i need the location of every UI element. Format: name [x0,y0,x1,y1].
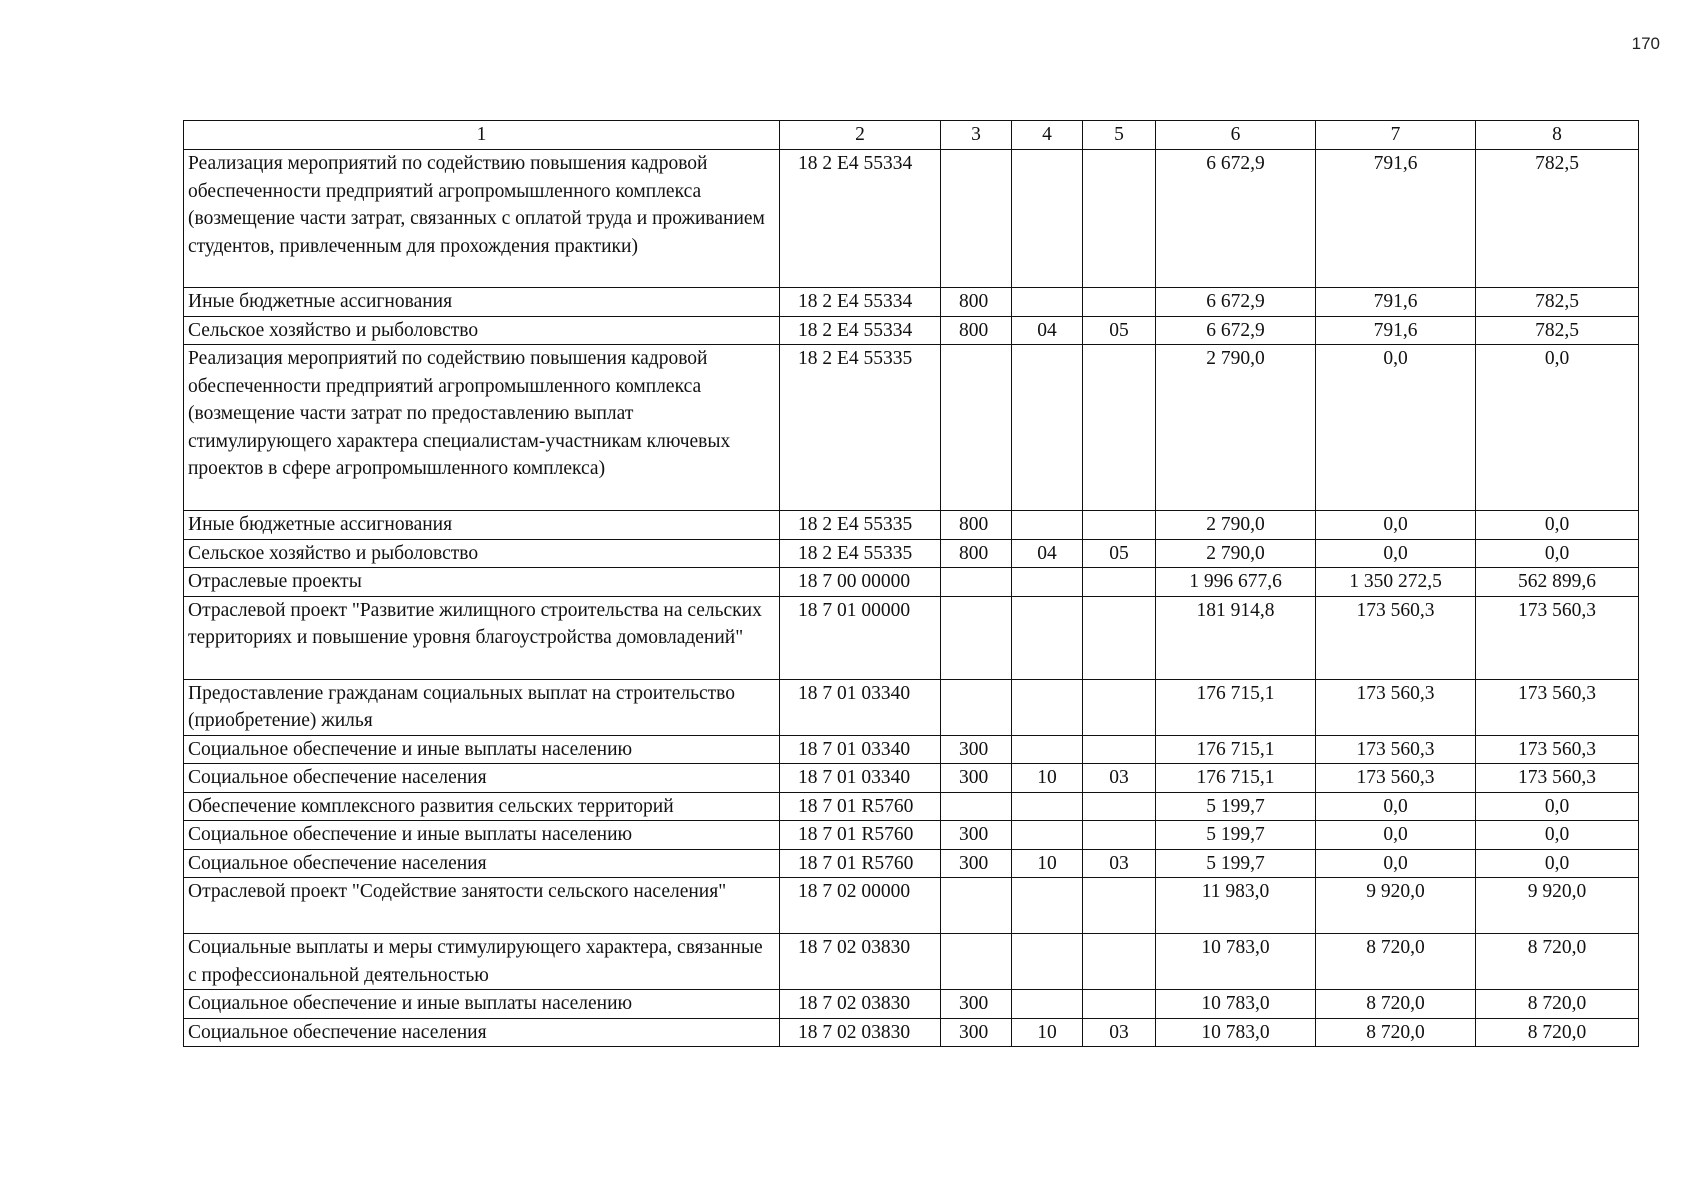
amount-col-7: 791,6 [1316,288,1476,317]
amount-col-6: 181 914,8 [1156,596,1316,679]
target-article-code: 18 7 02 03830 [780,990,941,1019]
amount-col-7: 173 560,3 [1316,596,1476,679]
row-name: Социальное обеспечение населения [184,764,780,793]
table-row [184,821,1639,850]
subsection-code [1083,735,1156,764]
amount-col-7: 0,0 [1316,511,1476,540]
expense-type-code [941,596,1012,679]
expense-type-code [941,679,1012,735]
row-name: Реализация мероприятий по содействию повышения кадровой обеспеченности предприятий агропромышленного комплекса (возмещение части затрат по предоставлению выплат стимулирующего характера специалистам-участникам ключевых проектов в сфере агропромышленного комплекса) [184,345,780,511]
header-row [184,121,1639,150]
row-name: Иные бюджетные ассигнования [184,288,780,317]
column-header: 3 [941,121,1012,150]
amount-col-6: 176 715,1 [1156,735,1316,764]
amount-col-8: 8 720,0 [1476,934,1639,990]
amount-col-7: 791,6 [1316,150,1476,288]
subsection-code [1083,878,1156,934]
expense-type-code: 300 [941,821,1012,850]
amount-col-7: 0,0 [1316,345,1476,511]
target-article-code: 18 7 02 03830 [780,1018,941,1047]
amount-col-7: 8 720,0 [1316,990,1476,1019]
table-row [184,288,1639,317]
expense-type-code [941,878,1012,934]
table-row [184,764,1639,793]
amount-col-6: 2 790,0 [1156,511,1316,540]
target-article-code: 18 2 E4 55335 [780,511,941,540]
table-row [184,1018,1639,1047]
amount-col-8: 9 920,0 [1476,878,1639,934]
amount-col-7: 8 720,0 [1316,934,1476,990]
table-row [184,878,1639,934]
subsection-code [1083,821,1156,850]
row-name: Реализация мероприятий по содействию повышения кадровой обеспеченности предприятий агропромышленного комплекса (возмещение части затрат, связанных с оплатой труда и проживанием студентов, привлеченным для прохождения практики) [184,150,780,288]
page-number: 170 [1631,34,1660,53]
table-row [184,934,1639,990]
table-row [184,849,1639,878]
amount-col-8: 0,0 [1476,345,1639,511]
expense-type-code [941,150,1012,288]
expense-type-code: 800 [941,539,1012,568]
target-article-code: 18 7 00 00000 [780,568,941,597]
row-name: Социальное обеспечение и иные выплаты населению [184,990,780,1019]
table-header [184,121,1639,150]
amount-col-6: 10 783,0 [1156,934,1316,990]
amount-col-7: 791,6 [1316,316,1476,345]
table-row [184,568,1639,597]
subsection-code [1083,568,1156,597]
row-name: Социальное обеспечение населения [184,1018,780,1047]
section-code: 10 [1012,1018,1083,1047]
row-name: Социальные выплаты и меры стимулирующего характера, связанные с профессиональной деятельностью [184,934,780,990]
section-code [1012,735,1083,764]
expense-type-code: 800 [941,511,1012,540]
amount-col-6: 10 783,0 [1156,1018,1316,1047]
expense-type-code [941,792,1012,821]
amount-col-8: 8 720,0 [1476,1018,1639,1047]
expense-type-code: 300 [941,990,1012,1019]
row-name: Предоставление гражданам социальных выплат на строительство (приобретение) жилья [184,679,780,735]
expense-type-code [941,345,1012,511]
amount-col-8: 8 720,0 [1476,990,1639,1019]
expense-type-code: 300 [941,849,1012,878]
expense-type-code: 300 [941,764,1012,793]
section-code: 04 [1012,316,1083,345]
target-article-code: 18 2 E4 55334 [780,288,941,317]
column-header: 8 [1476,121,1639,150]
target-article-code: 18 7 01 03340 [780,735,941,764]
table-row [184,735,1639,764]
amount-col-6: 5 199,7 [1156,849,1316,878]
subsection-code [1083,990,1156,1019]
amount-col-7: 173 560,3 [1316,679,1476,735]
row-name: Отраслевой проект "Развитие жилищного строительства на сельских территориях и повышение уровня благоустройства домовладений" [184,596,780,679]
amount-col-6: 1 996 677,6 [1156,568,1316,597]
amount-col-7: 0,0 [1316,792,1476,821]
column-header: 6 [1156,121,1316,150]
section-code [1012,150,1083,288]
table-row [184,539,1639,568]
table-row [184,792,1639,821]
section-code [1012,596,1083,679]
amount-col-6: 2 790,0 [1156,539,1316,568]
subsection-code [1083,345,1156,511]
table-body [184,150,1639,1047]
amount-col-8: 782,5 [1476,150,1639,288]
subsection-code [1083,511,1156,540]
amount-col-6: 176 715,1 [1156,764,1316,793]
section-code: 10 [1012,764,1083,793]
expense-type-code: 800 [941,316,1012,345]
target-article-code: 18 7 01 R5760 [780,849,941,878]
section-code: 04 [1012,539,1083,568]
table-row [184,150,1639,288]
section-code [1012,792,1083,821]
amount-col-8: 782,5 [1476,316,1639,345]
amount-col-6: 6 672,9 [1156,316,1316,345]
amount-col-7: 1 350 272,5 [1316,568,1476,597]
amount-col-8: 782,5 [1476,288,1639,317]
row-name: Иные бюджетные ассигнования [184,511,780,540]
amount-col-8: 173 560,3 [1476,596,1639,679]
target-article-code: 18 7 01 R5760 [780,821,941,850]
amount-col-6: 176 715,1 [1156,679,1316,735]
amount-col-8: 0,0 [1476,539,1639,568]
amount-col-8: 0,0 [1476,792,1639,821]
amount-col-8: 562 899,6 [1476,568,1639,597]
table-row [184,316,1639,345]
subsection-code: 03 [1083,764,1156,793]
target-article-code: 18 2 E4 55334 [780,316,941,345]
target-article-code: 18 7 01 03340 [780,679,941,735]
amount-col-6: 10 783,0 [1156,990,1316,1019]
column-header: 4 [1012,121,1083,150]
target-article-code: 18 2 E4 55335 [780,345,941,511]
amount-col-7: 0,0 [1316,539,1476,568]
column-header: 2 [780,121,941,150]
amount-col-6: 11 983,0 [1156,878,1316,934]
amount-col-8: 173 560,3 [1476,735,1639,764]
target-article-code: 18 2 E4 55335 [780,539,941,568]
row-name: Отраслевой проект "Содействие занятости сельского населения" [184,878,780,934]
amount-col-7: 173 560,3 [1316,764,1476,793]
target-article-code: 18 7 01 R5760 [780,792,941,821]
section-code: 10 [1012,849,1083,878]
subsection-code [1083,679,1156,735]
amount-col-6: 2 790,0 [1156,345,1316,511]
section-code [1012,990,1083,1019]
amount-col-6: 5 199,7 [1156,792,1316,821]
amount-col-8: 173 560,3 [1476,679,1639,735]
row-name: Сельское хозяйство и рыболовство [184,316,780,345]
target-article-code: 18 7 01 03340 [780,764,941,793]
amount-col-7: 8 720,0 [1316,1018,1476,1047]
column-header: 1 [184,121,780,150]
budget-table [183,120,1639,1047]
amount-col-8: 0,0 [1476,511,1639,540]
expense-type-code: 800 [941,288,1012,317]
amount-col-8: 0,0 [1476,821,1639,850]
column-header: 5 [1083,121,1156,150]
column-header: 7 [1316,121,1476,150]
amount-col-7: 0,0 [1316,821,1476,850]
amount-col-8: 173 560,3 [1476,764,1639,793]
section-code [1012,821,1083,850]
table-row [184,596,1639,679]
row-name: Сельское хозяйство и рыболовство [184,539,780,568]
row-name: Социальное обеспечение и иные выплаты населению [184,821,780,850]
amount-col-6: 6 672,9 [1156,150,1316,288]
expense-type-code: 300 [941,1018,1012,1047]
subsection-code [1083,150,1156,288]
amount-col-6: 6 672,9 [1156,288,1316,317]
target-article-code: 18 7 02 00000 [780,878,941,934]
section-code [1012,288,1083,317]
row-name: Социальное обеспечение и иные выплаты населению [184,735,780,764]
section-code [1012,679,1083,735]
subsection-code [1083,596,1156,679]
subsection-code: 05 [1083,539,1156,568]
subsection-code [1083,288,1156,317]
section-code [1012,511,1083,540]
target-article-code: 18 7 01 00000 [780,596,941,679]
target-article-code: 18 2 E4 55334 [780,150,941,288]
subsection-code [1083,934,1156,990]
row-name: Обеспечение комплексного развития сельских территорий [184,792,780,821]
section-code [1012,878,1083,934]
subsection-code: 03 [1083,1018,1156,1047]
section-code [1012,345,1083,511]
table-row [184,511,1639,540]
table-row [184,990,1639,1019]
subsection-code: 03 [1083,849,1156,878]
amount-col-8: 0,0 [1476,849,1639,878]
subsection-code [1083,792,1156,821]
expense-type-code [941,568,1012,597]
subsection-code: 05 [1083,316,1156,345]
amount-col-6: 5 199,7 [1156,821,1316,850]
table-row [184,679,1639,735]
expense-type-code: 300 [941,735,1012,764]
row-name: Социальное обеспечение населения [184,849,780,878]
target-article-code: 18 7 02 03830 [780,934,941,990]
section-code [1012,934,1083,990]
amount-col-7: 173 560,3 [1316,735,1476,764]
amount-col-7: 9 920,0 [1316,878,1476,934]
expense-type-code [941,934,1012,990]
row-name: Отраслевые проекты [184,568,780,597]
table-row [184,345,1639,511]
amount-col-7: 0,0 [1316,849,1476,878]
section-code [1012,568,1083,597]
